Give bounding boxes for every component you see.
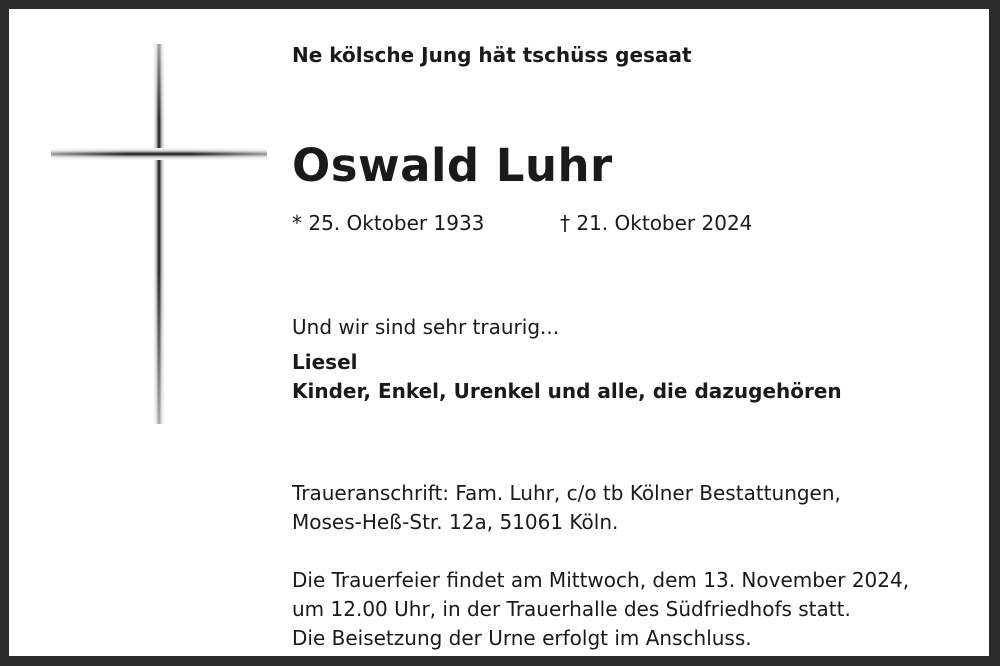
mourning-address (292, 479, 841, 537)
obituary-card (9, 9, 989, 656)
death-date: † 21. Oktober 2024 (560, 211, 753, 235)
family-members: Kinder, Enkel, Urenkel und alle, die dazugehören (292, 379, 842, 403)
address-line: Moses-Heß-Str. 12a, 51061 Köln. (292, 510, 619, 534)
birth-date: * 25. Oktober 1933 (292, 211, 485, 235)
ceremony-line: Die Trauerfeier findet am Mittwoch, dem 13. November 2024, (292, 568, 910, 592)
cross-icon-crossbar (51, 148, 267, 160)
ceremony-line: um 12.00 Uhr, in der Trauerhalle des Südfriedhofs statt. (292, 597, 851, 621)
mourning-line: Und wir sind sehr traurig... (292, 315, 560, 339)
ceremony-line: Die Beisetzung der Urne erfolgt im Anschluss. (292, 626, 752, 650)
deceased-name: Oswald Luhr (292, 139, 613, 192)
family-member: Liesel (292, 350, 358, 374)
address-line: Traueranschrift: Fam. Luhr, c/o tb Kölner Bestattungen, (292, 481, 841, 505)
ceremony-info (292, 566, 909, 653)
headline: Ne kölsche Jung hät tschüss gesaat (292, 43, 692, 67)
cross-icon (153, 44, 165, 424)
